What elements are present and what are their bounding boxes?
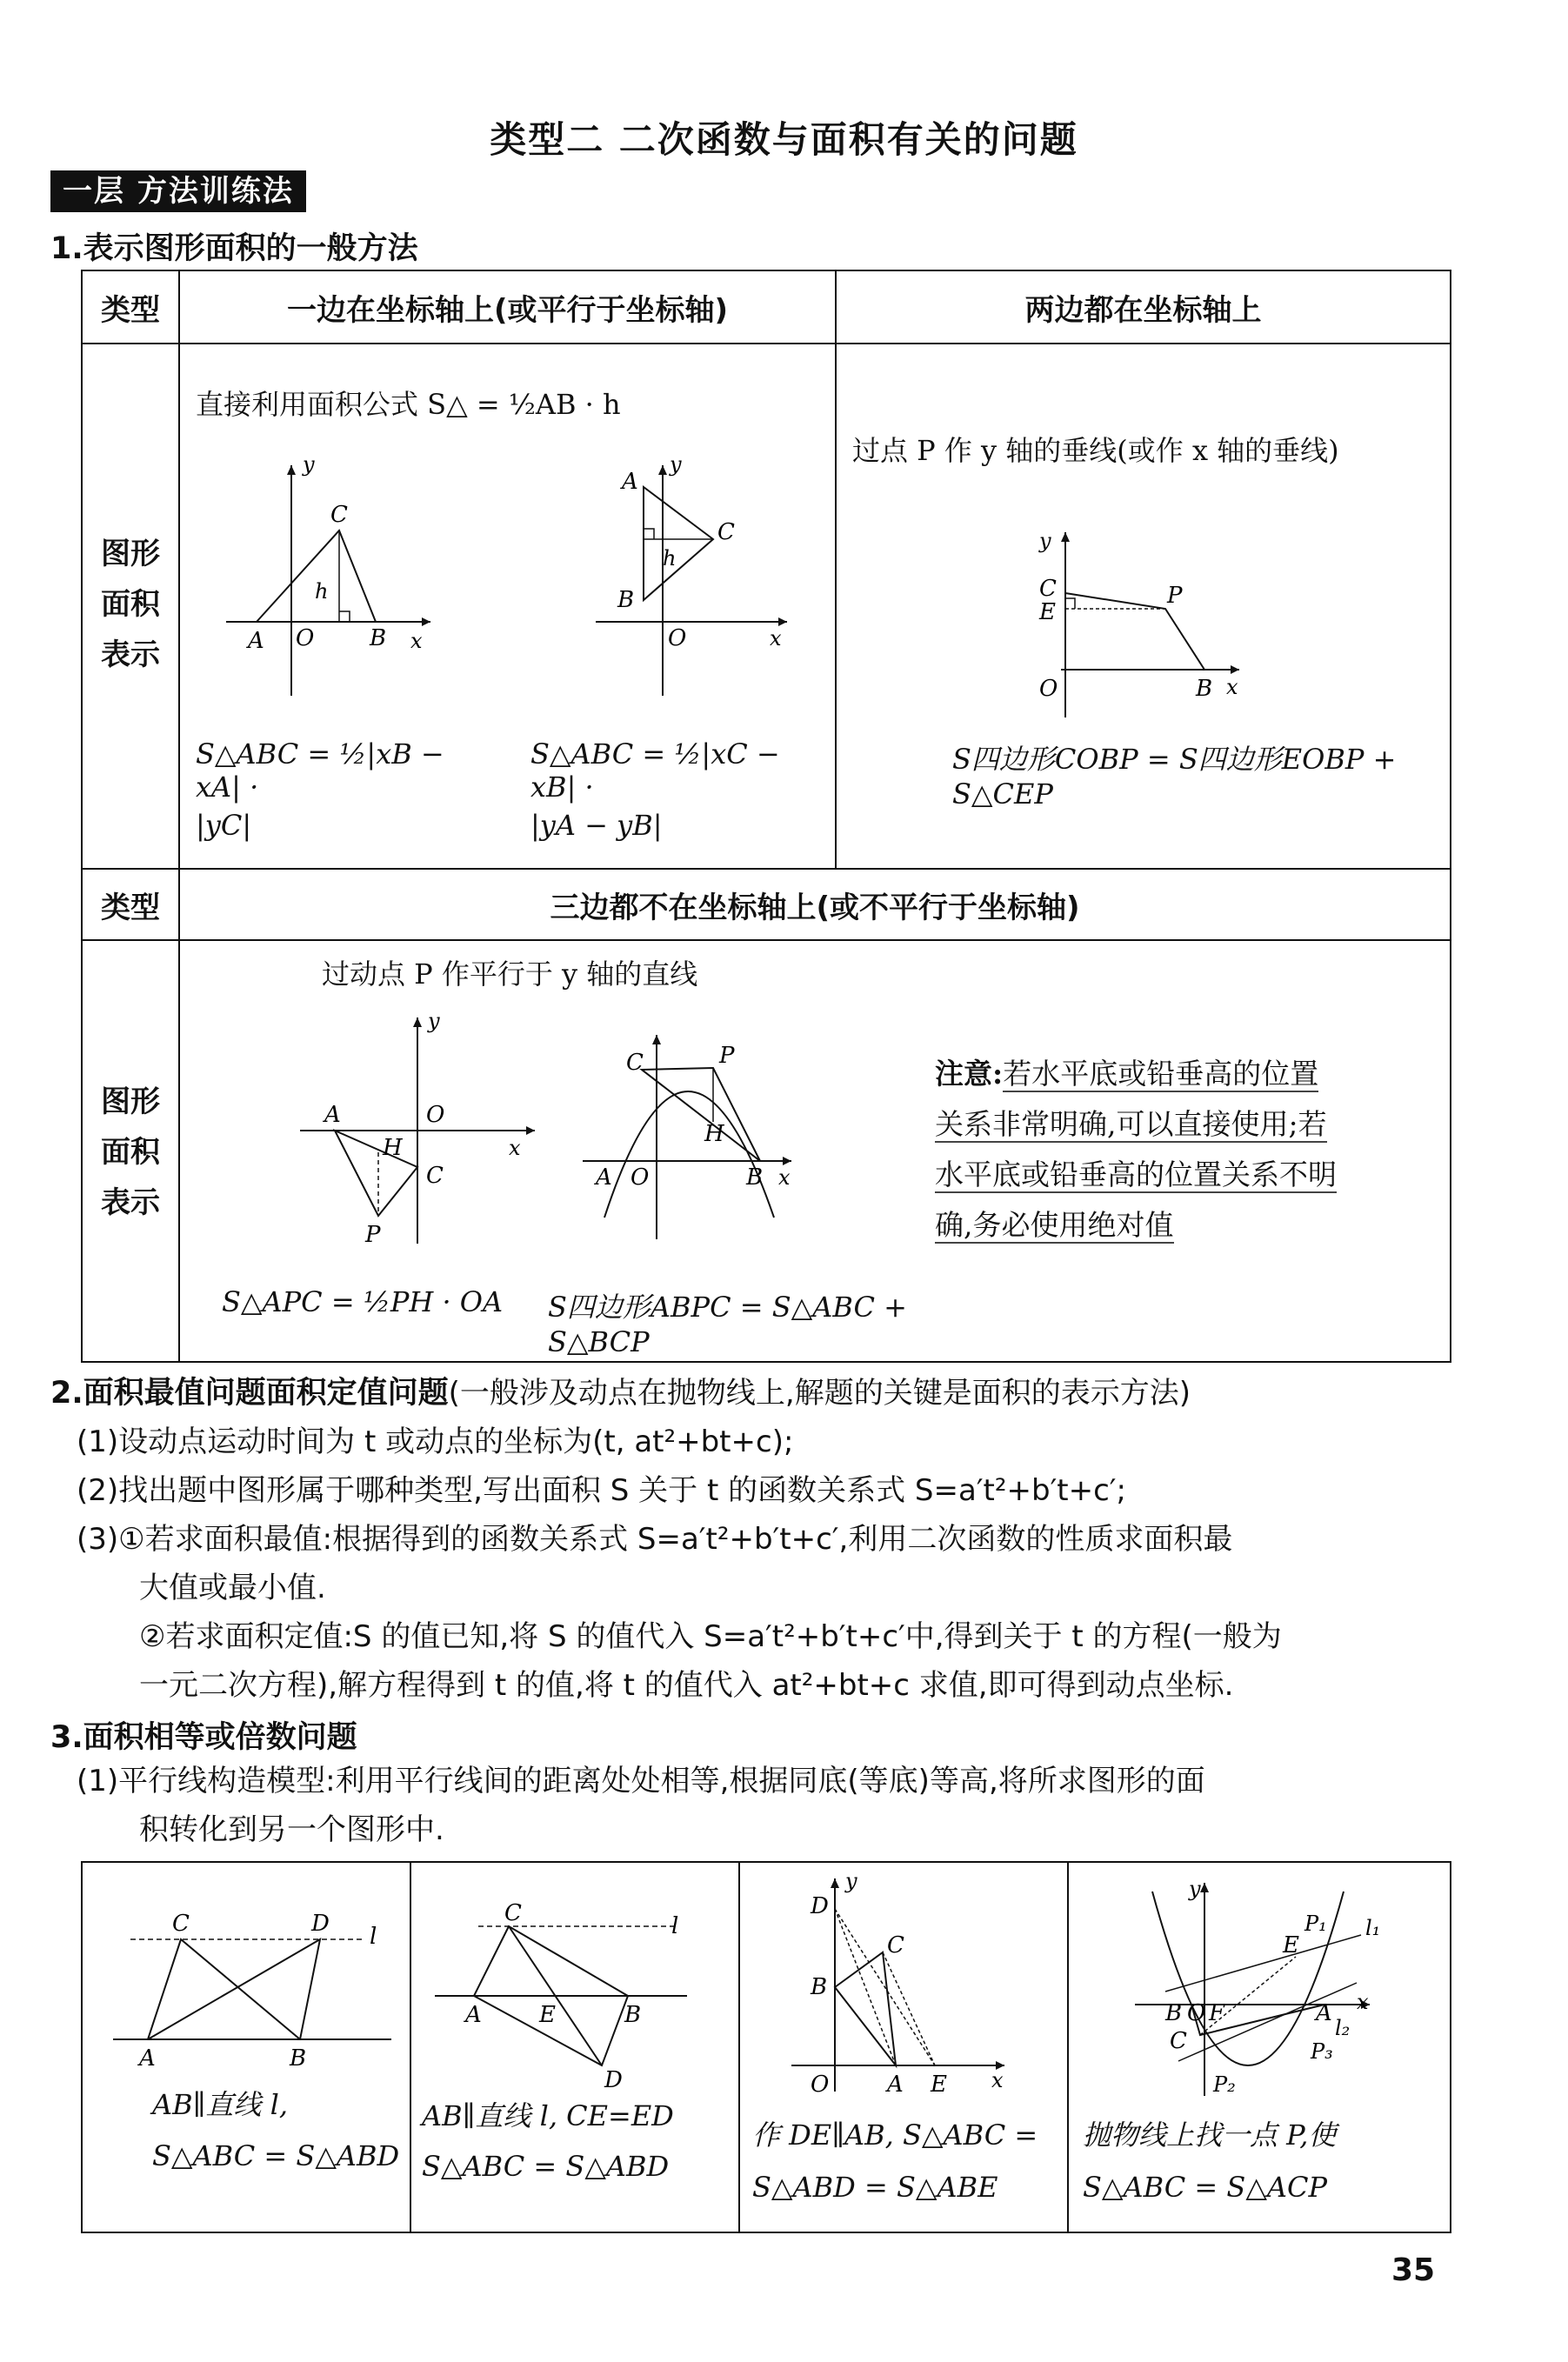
figure-triangle-apc: [296, 1009, 548, 1252]
model3-caption-2: S△ABD = S△ABE: [752, 2171, 998, 2204]
table2-none-header: 三边都不在坐标轴上(或不平行于坐标轴): [550, 890, 1080, 925]
svg-text:A: A: [596, 1164, 612, 1191]
svg-text:A: A: [465, 2002, 482, 2028]
section2-line-6: 一元二次方程),解方程得到 t 的值,将 t 的值代入 at²+bt+c 求值,即可得到动点坐标.: [139, 1668, 1234, 1703]
svg-text:x: x: [991, 2068, 1004, 2092]
svg-text:D: D: [811, 1893, 829, 1919]
model2-caption-2: S△ABC = S△ABD: [422, 2150, 670, 2183]
svg-text:O: O: [1039, 676, 1058, 702]
section2-heading-line: [50, 1369, 1529, 1418]
svg-text:y: y: [845, 1869, 857, 1893]
page-number: 35: [1391, 2252, 1436, 2288]
svg-text:C: C: [717, 519, 735, 545]
page-title: 类型二 二次函数与面积有关的问题: [490, 118, 1078, 161]
svg-text:B: B: [370, 625, 387, 651]
svg-text:C: C: [504, 1900, 522, 1926]
figure-model-parabola-parallel: [1083, 1874, 1439, 2109]
table1-one-edge-header: 一边在坐标轴上(或平行于坐标轴): [286, 292, 729, 328]
svg-text:H: H: [704, 1121, 724, 1147]
table2-row-label: 图形面积表示: [101, 1084, 160, 1220]
svg-text:C: C: [426, 1163, 444, 1189]
svg-text:y: y: [670, 452, 682, 477]
svg-text:A: A: [622, 469, 638, 495]
model4-caption-2: S△ABC = S△ACP: [1083, 2171, 1328, 2204]
svg-text:h: h: [315, 579, 329, 604]
svg-text:O: O: [631, 1164, 650, 1191]
svg-text:A: A: [248, 628, 264, 654]
svg-text:B: B: [811, 1974, 828, 2000]
svg-text:D: D: [604, 2067, 623, 2093]
table1-row-label: 图形面积表示: [101, 537, 160, 672]
svg-text:y: y: [1189, 1877, 1201, 1901]
svg-text:C: C: [1170, 2028, 1187, 2054]
svg-text:x: x: [778, 1165, 791, 1190]
svg-text:y: y: [303, 452, 315, 477]
figure-triangle-base-on-x-axis: [217, 452, 444, 704]
two-edge-desc: 过点 P 作 y 轴的垂线(或作 x 轴的垂线): [852, 434, 1339, 467]
svg-text:F: F: [1209, 2000, 1225, 2026]
svg-text:A: A: [887, 2072, 904, 2098]
section2-line-5: ②若求面积定值:S 的值已知,将 S 的值代入 S=a′t²+b′t+c′中,得到关于 t 的方程(一般为: [139, 1619, 1282, 1654]
svg-text:C: C: [626, 1050, 644, 1076]
note-line-1: 若水平底或铅垂高的位置: [1003, 1057, 1319, 1091]
svg-text:x: x: [410, 629, 423, 653]
svg-text:O: O: [296, 625, 315, 651]
svg-text:y: y: [1039, 529, 1051, 553]
note-line-2: 关系非常明确,可以直接使用;若: [935, 1107, 1327, 1141]
formula-mid-2: |yA − yB|: [530, 809, 663, 842]
figure-model-parallel-2: [426, 1896, 722, 2093]
svg-text:A: A: [1316, 2000, 1332, 2026]
one-edge-desc: 直接利用面积公式 S△ = ½AB · h: [196, 388, 621, 421]
svg-text:x: x: [509, 1136, 521, 1160]
svg-text:E: E: [539, 2002, 556, 2028]
svg-text:C: C: [172, 1911, 190, 1937]
svg-text:O: O: [426, 1102, 445, 1128]
svg-text:B: B: [1196, 676, 1213, 702]
section3-heading: 3.面积相等或倍数问题: [50, 1720, 357, 1755]
section2-line-4: 大值或最小值.: [139, 1571, 326, 1605]
model1-caption-1: AB∥直线 l,: [152, 2088, 288, 2121]
section2-line-3: (3)①若求面积最值:根据得到的函数关系式 S=a′t²+b′t+c′,利用二次函数的性质求面积最: [77, 1522, 1233, 1557]
section2-line-1: (1)设动点运动时间为 t 或动点的坐标为(t, at²+bt+c);: [77, 1425, 794, 1459]
svg-text:P₁: P₁: [1304, 1912, 1327, 1936]
svg-text:y: y: [428, 1009, 440, 1033]
model3-caption-1: 作 DE∥AB, S△ABC =: [752, 2118, 1038, 2152]
formula-right: S四边形COBP = S四边形EOBP + S△CEP: [952, 743, 1397, 811]
svg-text:P₂: P₂: [1213, 2072, 1236, 2097]
svg-text:l₂: l₂: [1335, 2016, 1351, 2040]
svg-text:C: C: [1039, 576, 1057, 602]
note-line-3: 水平底或铅垂高的位置关系不明: [935, 1158, 1337, 1191]
figure-triangle-side-parallel-y: [591, 452, 817, 704]
table1-type-header: 类型: [101, 292, 160, 328]
section2-heading-note: (一般涉及动点在抛物线上,解题的关键是面积的表示方法): [448, 1376, 1191, 1411]
svg-text:P: P: [1167, 583, 1183, 609]
svg-text:H: H: [383, 1135, 403, 1161]
svg-text:E: E: [1039, 599, 1056, 625]
note-line-4: 确,务必使用绝对值: [935, 1208, 1174, 1242]
formula-left-1: S△ABC = ½|xB − xA| ·: [196, 737, 444, 804]
svg-text:l: l: [671, 1913, 679, 1939]
table2-type-header: 类型: [101, 890, 160, 925]
layer-badge: 一层 方法训练法: [50, 170, 306, 212]
formula-mid-1: S△ABC = ½|xC − xB| ·: [530, 737, 780, 804]
svg-text:P: P: [719, 1043, 735, 1069]
svg-text:D: D: [311, 1911, 330, 1937]
svg-text:x: x: [1357, 1990, 1369, 2014]
svg-text:B: B: [1165, 2000, 1183, 2026]
section2-heading: 2.面积最值问题面积定值问题: [50, 1376, 449, 1411]
figure-quadrilateral-cobp: [1026, 522, 1252, 722]
svg-text:O: O: [1187, 2000, 1206, 2026]
note-box: [935, 1049, 1444, 1251]
note-label: 注意:: [935, 1057, 1004, 1091]
formula-apc: S△APC = ½PH · OA: [222, 1285, 504, 1318]
svg-text:x: x: [770, 626, 782, 651]
formula-abpc: S四边形ABPC = S△ABC + S△BCP: [548, 1291, 907, 1358]
section3-line-2: 积转化到另一个图形中.: [139, 1812, 444, 1847]
svg-text:B: B: [617, 587, 635, 613]
svg-text:C: C: [887, 1932, 904, 1958]
svg-text:x: x: [1226, 675, 1238, 699]
svg-text:P: P: [365, 1222, 381, 1248]
svg-text:A: A: [139, 2045, 156, 2072]
model2-caption-1: AB∥直线 l, CE=ED: [422, 2099, 674, 2132]
svg-text:l₁: l₁: [1365, 1916, 1381, 1940]
table1-two-edges-header: 两边都在坐标轴上: [1024, 292, 1262, 328]
svg-text:O: O: [811, 2072, 830, 2098]
section2-line-2: (2)找出题中图形属于哪种类型,写出面积 S 关于 t 的函数关系式 S=a′t²+b′t+c′;: [77, 1473, 1126, 1508]
table2-desc: 过动点 P 作平行于 y 轴的直线: [322, 957, 698, 991]
svg-text:B: B: [290, 2045, 307, 2072]
figure-model-parallel-1: [104, 1896, 400, 2070]
svg-text:A: A: [324, 1102, 341, 1128]
svg-text:B: B: [624, 2002, 642, 2028]
svg-text:E: E: [1283, 1932, 1299, 1958]
svg-text:P₃: P₃: [1311, 2039, 1333, 2064]
svg-text:l: l: [370, 1924, 377, 1950]
model1-caption-2: S△ABC = S△ABD: [152, 2139, 400, 2172]
svg-text:O: O: [668, 625, 687, 651]
svg-text:h: h: [663, 546, 677, 570]
section1-heading: 1.表示图形面积的一般方法: [50, 231, 418, 266]
section3-line-1: (1)平行线构造模型:利用平行线间的距离处处相等,根据同底(等底)等高,将所求图形的面: [77, 1764, 1205, 1798]
svg-text:C: C: [330, 502, 348, 528]
figure-parabola-abpc: [578, 1026, 813, 1244]
formula-left-2: |yC|: [196, 809, 252, 842]
figure-model-parallel-3: [765, 1869, 1052, 2100]
svg-text:E: E: [931, 2072, 947, 2098]
model4-caption-1: 抛物线上找一点 P,使: [1083, 2118, 1337, 2152]
svg-text:B: B: [746, 1164, 764, 1191]
